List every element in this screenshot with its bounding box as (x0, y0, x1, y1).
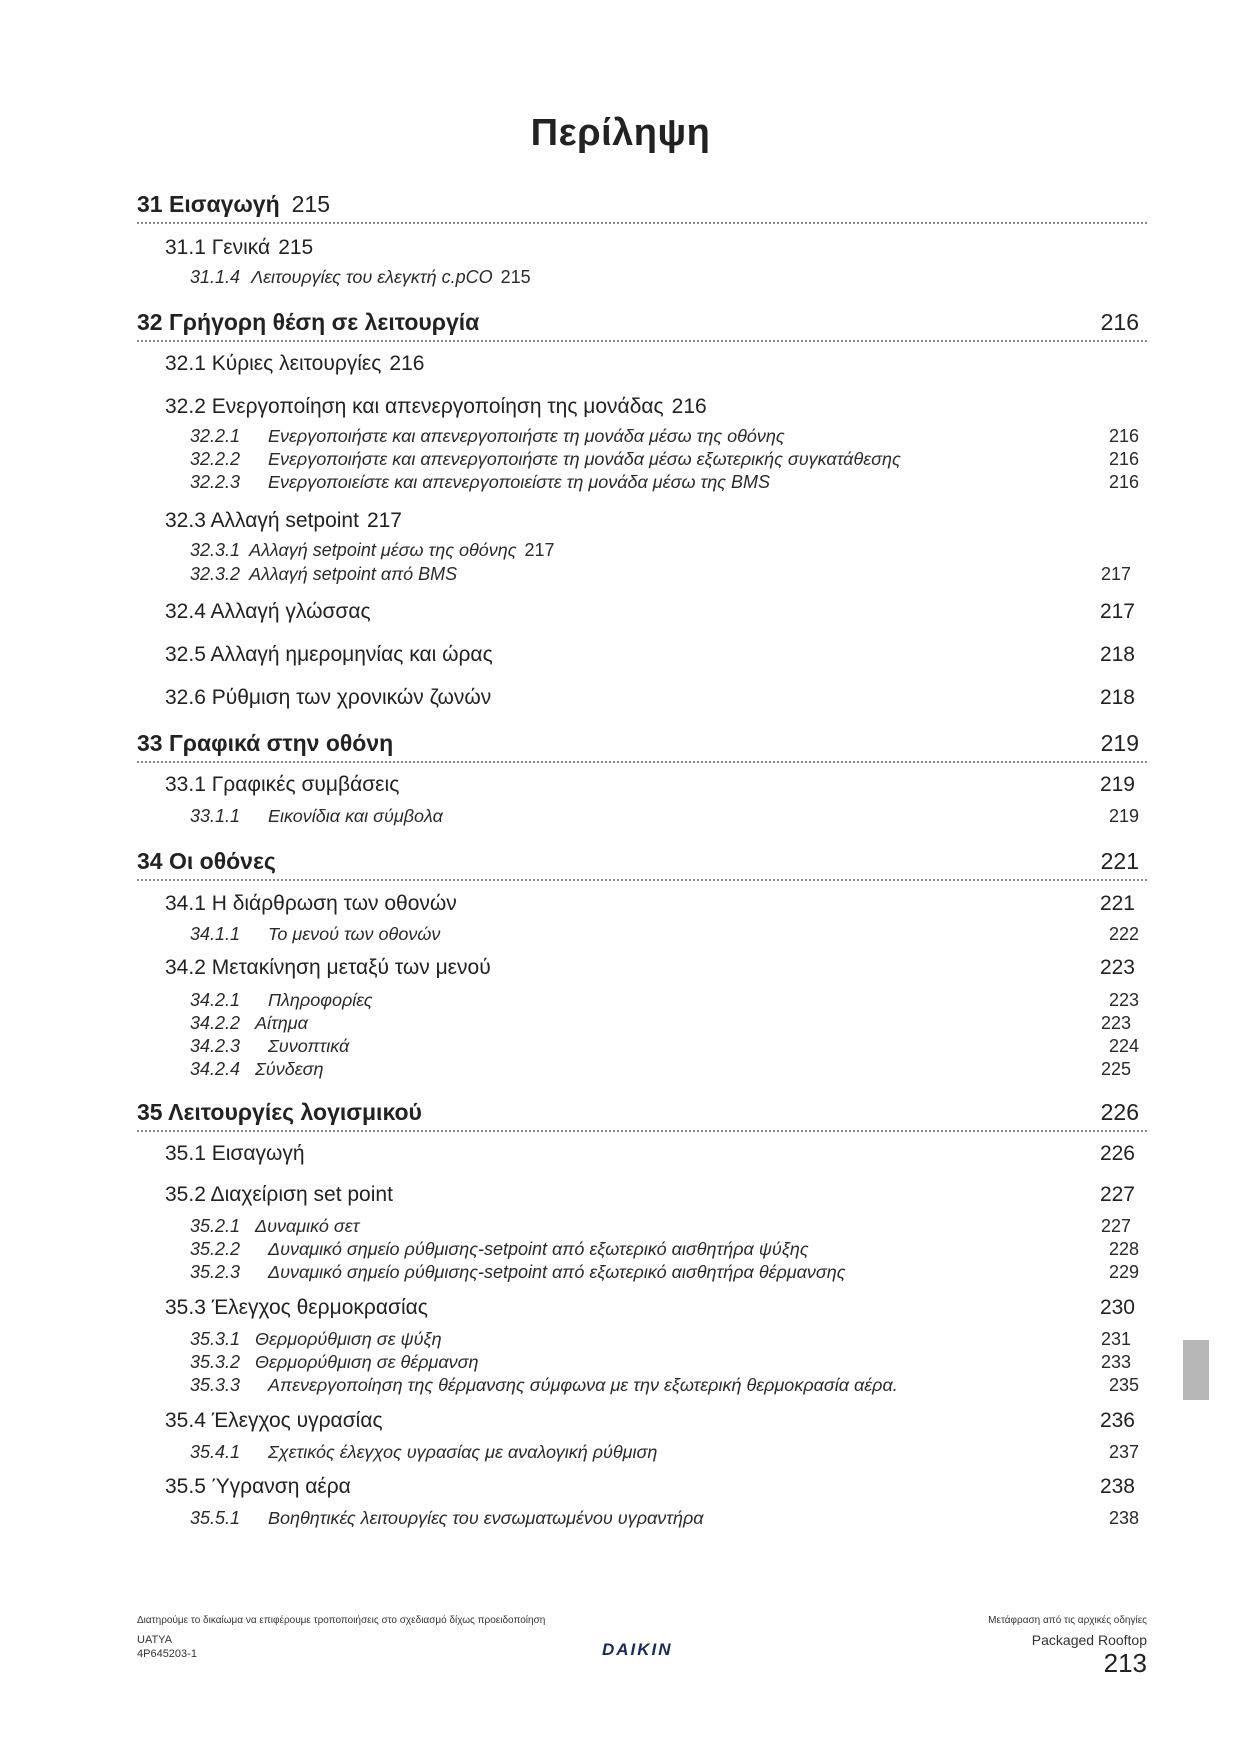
section-title: 33.1 Γραφικές συμβάσεις (165, 773, 400, 796)
chapter-page: 215 (291, 191, 331, 217)
toc-chapter-31[interactable] (137, 188, 1147, 224)
chapter-page: 226 (1100, 1099, 1139, 1125)
section-page: 227 (1099, 1183, 1135, 1206)
subsection-number: 34.1.1 (190, 924, 241, 944)
section-page: 218 (1099, 643, 1135, 666)
subsection-title: Ενεργοποιείστε και απενεργοποιείστε τη μονάδα μέσω της BMS (268, 472, 770, 492)
subsection-number: 35.3.3 (190, 1375, 241, 1395)
section-title: 32.4 Αλλαγή γλώσσας (165, 600, 371, 623)
subsection-number: 35.5.1 (190, 1508, 241, 1528)
subsection-number: 34.2.2 (190, 1013, 241, 1033)
toc-section-35-4[interactable] (165, 1409, 1147, 1437)
toc-section-35-5[interactable] (165, 1475, 1147, 1503)
subsection-title: Θερμορύθμιση σε ψύξη (255, 1329, 442, 1349)
toc-chapter-34[interactable] (137, 845, 1147, 881)
subsection-title: Δυναμικό σημείο ρύθμισης-setpoint από εξωτερικό αισθητήρα θέρμανσης (268, 1262, 846, 1282)
chapter-title: 33 Γραφικά στην οθόνη (137, 730, 394, 756)
footer-disclaimer: Διατηρούμε το δικαίωμα να επιφέρουμε τροποποιήσεις στο σχεδιασμό δίχως προειδοποίηση (137, 1615, 546, 1626)
toc-subsection-32-2-3[interactable] (190, 472, 1147, 494)
section-title: 35.3 Έλεγχος θερμοκρασίας (165, 1296, 428, 1319)
section-title: 32.5 Αλλαγή ημερομηνίας και ώρας (165, 643, 493, 666)
subsection-page: 215 (500, 267, 531, 287)
section-page: 218 (1099, 686, 1135, 709)
section-page: 230 (1099, 1296, 1135, 1319)
chapter-title: 34 Οι οθόνες (137, 848, 276, 874)
section-page: 238 (1099, 1475, 1135, 1498)
subsection-number: 35.3.2 (190, 1352, 241, 1372)
section-page: 221 (1099, 892, 1135, 915)
subsection-number: 32.3.2 (190, 564, 241, 584)
subsection-page: 233 (1100, 1352, 1131, 1372)
toc-subsection-31-1-4[interactable] (190, 267, 1147, 289)
toc-subsection-35-3-1[interactable] (190, 1329, 1147, 1351)
toc-subsection-35-2-2[interactable] (190, 1239, 1147, 1261)
subsection-page: 225 (1100, 1059, 1131, 1079)
section-title: 35.4 Έλεγχος υγρασίας (165, 1409, 383, 1432)
daikin-logo: DAIKIN (602, 1640, 673, 1659)
subsection-page: 227 (1100, 1216, 1131, 1236)
chapter-page: 219 (1100, 730, 1139, 756)
toc-subsection-32-3-2[interactable] (190, 564, 1147, 586)
section-page: 215 (278, 236, 314, 259)
subsection-page: 235 (1108, 1375, 1139, 1395)
subsection-title: Σύνδεση (255, 1059, 324, 1079)
subsection-page: 216 (1108, 426, 1139, 446)
toc-chapter-32[interactable] (137, 306, 1147, 342)
subsection-title: Το μενού των οθονών (268, 924, 441, 944)
toc-section-32-6[interactable] (165, 686, 1147, 714)
toc-subsection-33-1-1[interactable] (190, 806, 1147, 828)
section-title: 35.1 Εισαγωγή (165, 1142, 305, 1165)
chapter-page: 221 (1100, 848, 1139, 874)
subsection-title: Λειτουργίες του ελεγκτή c.pCO (251, 267, 493, 287)
section-title: 35.2 Διαχείριση set point (165, 1183, 393, 1206)
section-page: 216 (671, 395, 707, 418)
subsection-page: 217 (524, 540, 555, 560)
subsection-page: 223 (1100, 1013, 1131, 1033)
toc-subsection-34-2-3[interactable] (190, 1036, 1147, 1058)
section-page: 226 (1099, 1142, 1135, 1165)
subsection-title: Ενεργοποιήστε και απενεργοποιήστε τη μονάδα μέσω της οθόνης (268, 426, 785, 446)
toc-section-34-2[interactable] (165, 956, 1147, 984)
footer-model: UATYA (137, 1634, 173, 1646)
section-title: 31.1 Γενικά (165, 236, 271, 259)
toc-section-35-3[interactable] (165, 1296, 1147, 1324)
subsection-number: 35.2.1 (190, 1216, 241, 1236)
subsection-page: 219 (1108, 806, 1139, 826)
subsection-title: Πληροφορίες (268, 990, 373, 1010)
subsection-title: Δυναμικό σετ (255, 1216, 360, 1236)
section-page: 217 (1099, 600, 1135, 623)
subsection-number: 34.2.3 (190, 1036, 241, 1056)
subsection-title: Σχετικός έλεγχος υγρασίας με αναλογική ρύθμιση (268, 1442, 658, 1462)
subsection-title: Απενεργοποίηση της θέρμανσης σύμφωνα με την εξωτερική θερμοκρασία αέρα. (268, 1375, 898, 1395)
toc-chapter-33[interactable] (137, 727, 1147, 763)
subsection-page: 229 (1108, 1262, 1139, 1282)
toc-section-32-4[interactable] (165, 600, 1147, 628)
subsection-page: 216 (1108, 472, 1139, 492)
toc-subsection-34-2-4[interactable] (190, 1059, 1147, 1081)
subsection-page: 238 (1108, 1508, 1139, 1528)
subsection-number: 33.1.1 (190, 806, 241, 826)
subsection-number: 34.2.4 (190, 1059, 241, 1079)
subsection-number: 32.3.1 (190, 540, 241, 560)
footer-doc-code: 4P645203-1 (137, 1648, 197, 1660)
toc-section-34-1[interactable] (165, 892, 1147, 920)
section-page: 223 (1099, 956, 1135, 979)
chapter-page: 216 (1100, 309, 1139, 335)
footer-document-info (137, 1633, 197, 1661)
chapter-tab-marker (1183, 1340, 1209, 1400)
section-title: 34.2 Μετακίνηση μεταξύ των μενού (165, 956, 491, 979)
toc-subsection-32-3-1[interactable] (190, 540, 1147, 562)
chapter-title: 32 Γρήγορη θέση σε λειτουργία (137, 309, 480, 335)
toc-subsection-35-2-1[interactable] (190, 1216, 1147, 1238)
section-page: 236 (1099, 1409, 1135, 1432)
toc-section-32-2[interactable] (165, 395, 1147, 423)
subsection-number: 32.2.1 (190, 426, 241, 446)
subsection-number: 35.4.1 (190, 1442, 241, 1462)
subsection-page: 228 (1108, 1239, 1139, 1259)
toc-subsection-35-5-1[interactable] (190, 1508, 1147, 1530)
section-title: 32.3 Αλλαγή setpoint (165, 509, 359, 532)
subsection-page: 216 (1108, 449, 1139, 469)
section-title: 32.6 Ρύθμιση των χρονικών ζωνών (165, 686, 492, 709)
subsection-number: 35.2.3 (190, 1262, 241, 1282)
section-page: 217 (366, 509, 402, 532)
toc-subsection-34-2-2[interactable] (190, 1013, 1147, 1035)
toc-subsection-35-2-3[interactable] (190, 1262, 1147, 1284)
toc-section-32-5[interactable] (165, 643, 1147, 671)
subsection-number: 32.2.3 (190, 472, 241, 492)
toc-subsection-35-3-2[interactable] (190, 1352, 1147, 1374)
chapter-title: 35 Λειτουργίες λογισμικού (137, 1099, 422, 1125)
subsection-title: Βοηθητικές λειτουργίες του ενσωματωμένου υγραντήρα (268, 1508, 704, 1528)
subsection-page: 231 (1100, 1329, 1131, 1349)
subsection-title: Θερμορύθμιση σε θέρμανση (255, 1352, 479, 1372)
toc-section-32-3[interactable] (165, 509, 1147, 537)
toc-subsection-34-2-1[interactable] (190, 990, 1147, 1012)
subsection-title: Αίτημα (255, 1013, 308, 1033)
subsection-number: 32.2.2 (190, 449, 241, 469)
subsection-number: 35.3.1 (190, 1329, 241, 1349)
toc-section-33-1[interactable] (165, 773, 1147, 801)
page-title: Περίληψη (530, 112, 711, 154)
section-title: 35.5 Ύγρανση αέρα (165, 1475, 351, 1498)
subsection-page: 223 (1108, 990, 1139, 1010)
subsection-number: 34.2.1 (190, 990, 241, 1010)
subsection-number: 31.1.4 (190, 267, 241, 287)
section-page: 216 (389, 352, 425, 375)
subsection-page: 224 (1108, 1036, 1139, 1056)
toc-subsection-34-1-1[interactable] (190, 924, 1147, 946)
subsection-page: 217 (1100, 564, 1131, 584)
subsection-title: Αλλαγή setpoint από BMS (249, 564, 458, 584)
footer-product: Packaged Rooftop (1031, 1632, 1147, 1648)
page-number: 213 (1103, 1648, 1147, 1678)
section-title: 32.1 Κύριες λειτουργίες (165, 352, 382, 375)
section-title: 34.1 Η διάρθρωση των οθονών (165, 892, 457, 915)
toc-subsection-35-3-3[interactable] (190, 1375, 1147, 1397)
toc-section-32-1[interactable] (165, 352, 1147, 380)
subsection-title: Ενεργοποιήστε και απενεργοποιήστε τη μονάδα μέσω εξωτερικής συγκατάθεσης (268, 449, 901, 469)
toc-subsection-32-2-1[interactable] (190, 426, 1147, 448)
toc-section-35-1[interactable] (165, 1142, 1147, 1170)
subsection-title: Εικονίδια και σύμβολα (268, 806, 443, 826)
toc-section-35-2[interactable] (165, 1183, 1147, 1211)
subsection-number: 35.2.2 (190, 1239, 241, 1259)
section-title: 32.2 Ενεργοποίηση και απενεργοποίηση της μονάδας (165, 395, 664, 418)
toc-section-31-1[interactable] (165, 236, 1147, 264)
subsection-title: Συνοπτικά (268, 1036, 350, 1056)
toc-subsection-35-4-1[interactable] (190, 1442, 1147, 1464)
subsection-title: Δυναμικό σημείο ρύθμισης-setpoint από εξωτερικό αισθητήρα ψύξης (268, 1239, 809, 1259)
toc-subsection-32-2-2[interactable] (190, 449, 1147, 471)
footer-translation-note: Μετάφραση από τις αρχικές οδηγίες (988, 1615, 1147, 1626)
chapter-title: 31 Εισαγωγή (137, 191, 280, 217)
subsection-page: 222 (1108, 924, 1139, 944)
subsection-page: 237 (1108, 1442, 1139, 1462)
subsection-title: Αλλαγή setpoint μέσω της οθόνης (249, 540, 517, 560)
section-page: 219 (1099, 773, 1135, 796)
toc-chapter-35[interactable] (137, 1096, 1147, 1132)
